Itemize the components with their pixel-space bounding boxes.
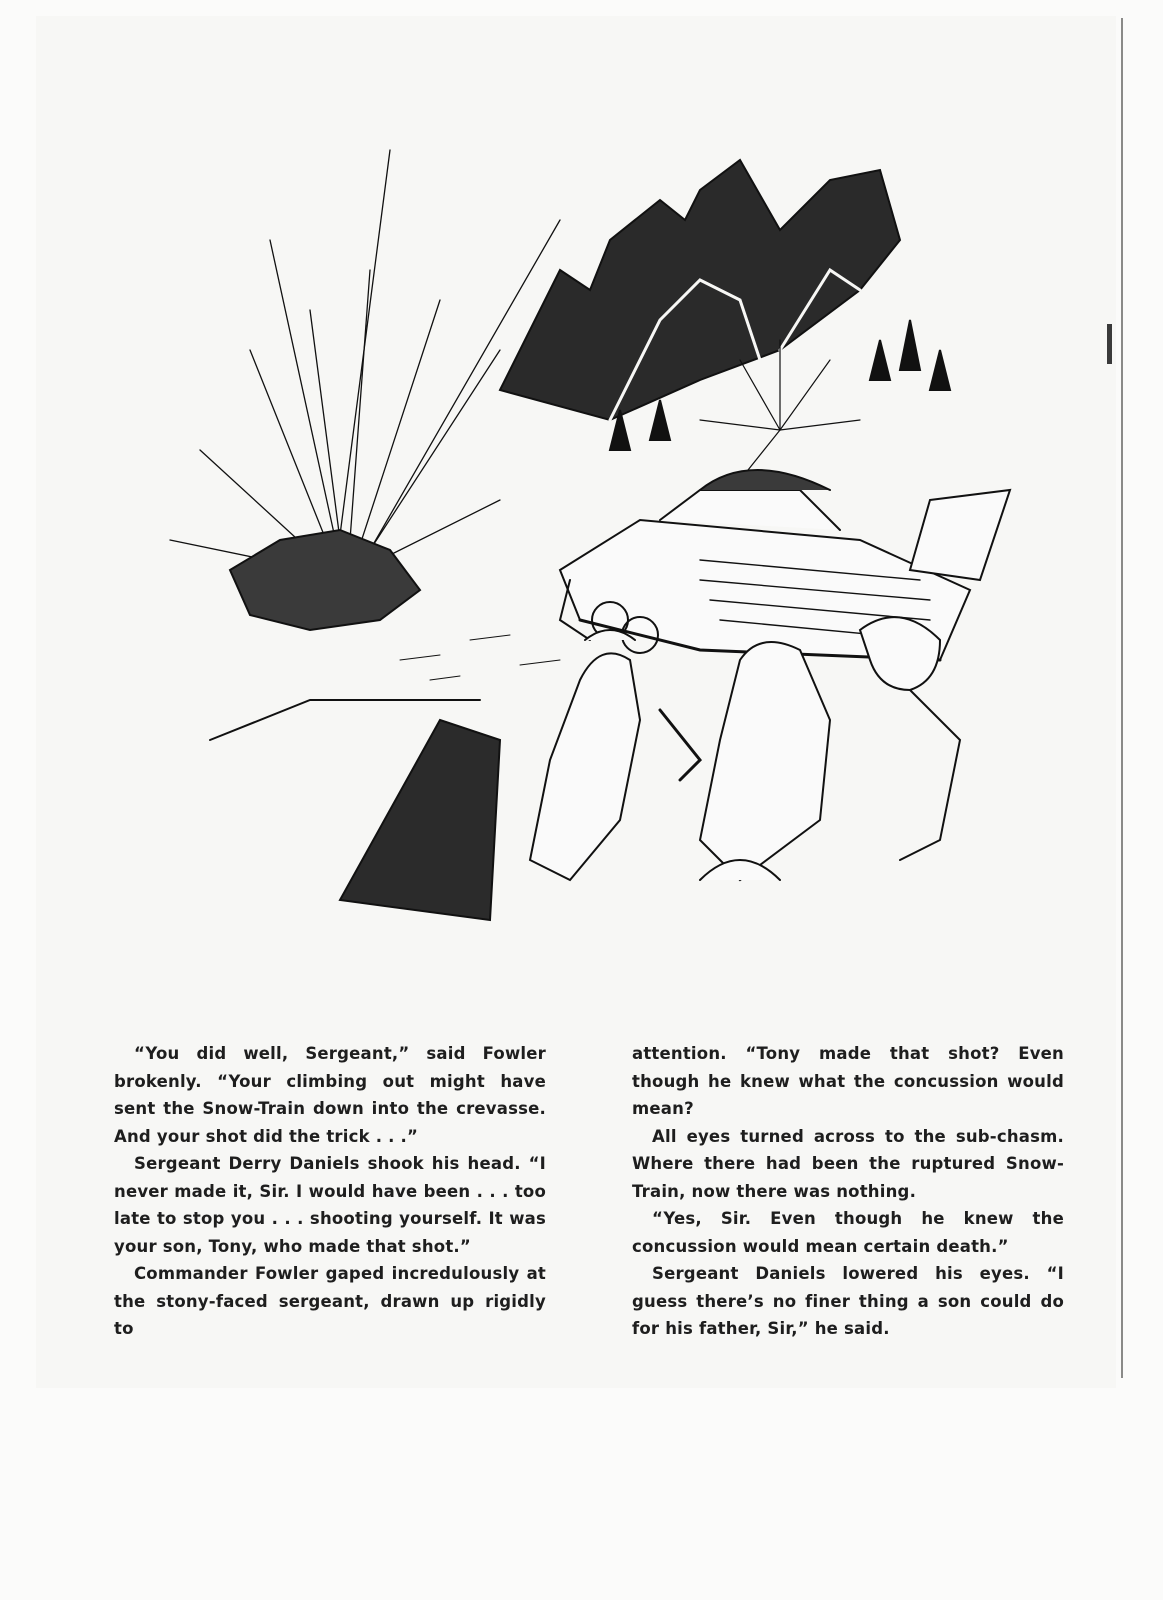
paragraph: “You did well, Sergeant,” said Fowler brokenly. “Your climbing out might have sent the Snow-Train down into the crevasse. And your shot did the trick . . .”: [114, 1044, 546, 1146]
story-column-left: [114, 1040, 546, 1343]
mountain-peaks: [500, 160, 900, 420]
story-illustration: [140, 120, 1040, 960]
paragraph: attention. “Tony made that shot? Even though he knew what the concussion would mean?: [632, 1044, 1064, 1118]
soldiers: [530, 617, 960, 880]
paragraph: “Yes, Sir. Even though he knew the concussion would mean certain death.”: [632, 1209, 1064, 1256]
paragraph: Sergeant Daniels lowered his eyes. “I guess there’s no finer thing a son could do for his father, Sir,” he said.: [632, 1264, 1064, 1338]
page-edge-tab: [1107, 324, 1112, 364]
story-column-right: [632, 1040, 1064, 1343]
foreground-wall: [340, 720, 500, 920]
page-edge-shadow: [1121, 18, 1123, 1378]
paragraph: All eyes turned across to the sub-chasm. Where there had been the ruptured Snow-Train, now there was nothing.: [632, 1126, 1064, 1201]
paragraph: Sergeant Derry Daniels shook his head. “I never made it, Sir. I would have been . . . too late to stop you . . . shooting yourself. It was your son, Tony, who made that shot.”: [114, 1154, 546, 1256]
rock-debris: [230, 530, 420, 630]
paragraph: Commander Fowler gaped incredulously at the stony-faced sergeant, drawn up rigidly to: [114, 1264, 546, 1338]
